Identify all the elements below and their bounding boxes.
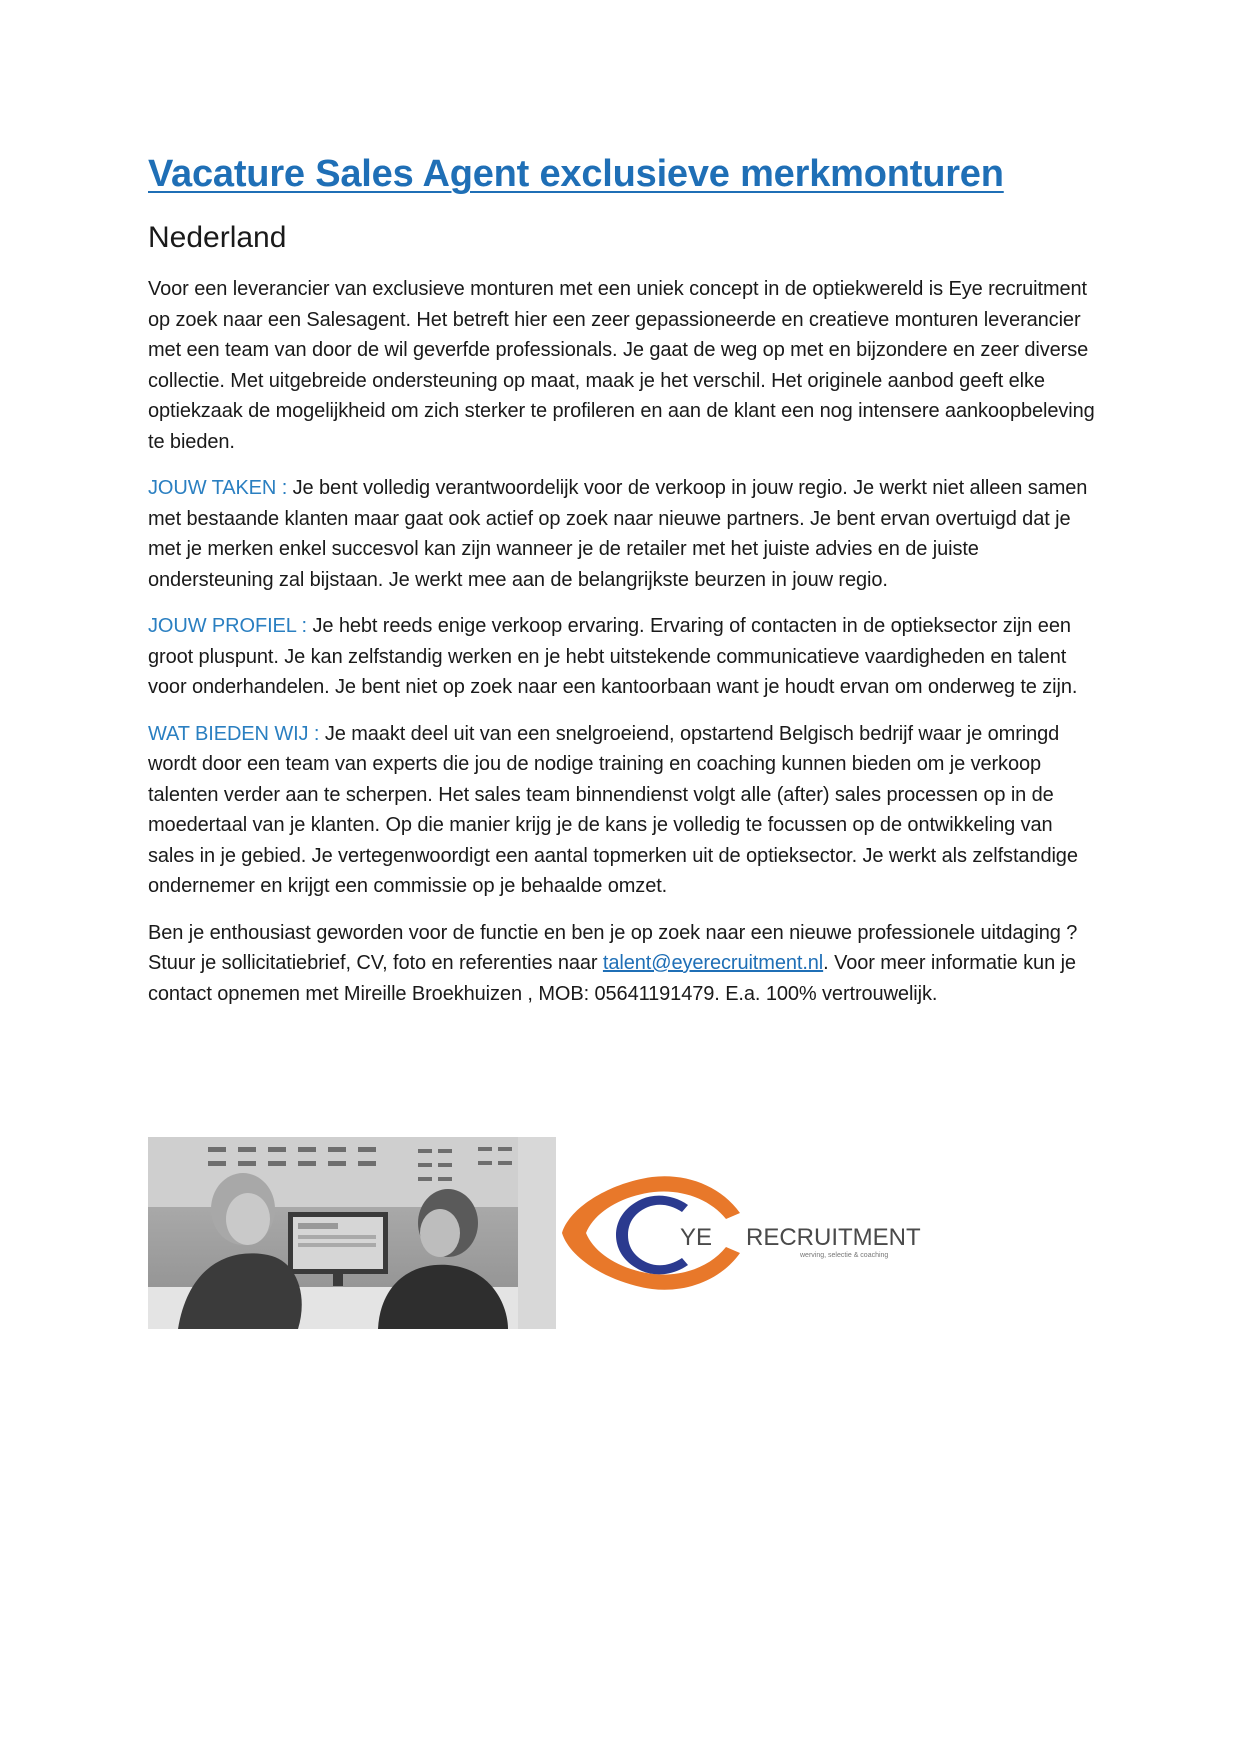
section-tasks-text: Je bent volledig verantwoordelijk voor de verkoop in jouw regio. Je werkt niet alleen samen met bestaande klanten maar gaat ook actief op zoek naar nieuwe partners. Je bent ervan overtuigd dat je met je merken enkel succesvol kan zijn wanneer je de retailer met het juiste advies en de juiste ondersteuning zal bijstaan. Je werkt mee aan de belangrijkste beurzen in jouw regio. <box>148 477 1088 591</box>
section-offer-label: WAT BIEDEN WIJ : <box>148 722 320 745</box>
section-profile <box>148 611 1098 703</box>
section-offer-text: Je maakt deel uit van een snelgroeiend, opstartend Belgisch bedrijf waar je omringd wordt door een team van experts die jou de nodige training en coaching kunnen bieden om je verkoop talenten verder aan te scherpen. Het sales team binnendienst volgt alle (after) sales processen op in de moedertaal van je klanten. Op die manier krijg je de kans je volledig te focussen op de ontwikkeling van sales in je gebied. Je vertegenwoordigt een aantal topmerken uit de optieksector. Je werkt als zelfstandige ondernemer en krijgt een commissie op je behaalde omzet. <box>148 722 1078 897</box>
closing-text-before: Ben je enthousiast geworden voor de functie en ben je op zoek naar een nieuwe professionele uitdaging ? Stuur je sollicitatiebrief, CV, foto en referenties naar <box>148 921 1078 974</box>
section-tasks-label: JOUW TAKEN : <box>148 477 288 499</box>
image-row <box>148 1137 948 1329</box>
location-subtitle: Nederland <box>148 221 287 254</box>
section-profile-text: Je hebt reeds enige verkoop ervaring. Ervaring of contacten in de optieksector zijn een groot pluspunt. Je kan zelfstandig werken en je hebt uitstekende communicatieve vaardigheden en talent voor onderhandelen. Je bent niet op zoek naar een kantoorbaan want je houdt ervan om onderweg te zijn. <box>148 615 1078 698</box>
section-tasks <box>148 473 1098 595</box>
section-profile-label: JOUW PROFIEL : <box>148 615 307 637</box>
logo-recruitment-text: RECRUITMENT <box>746 1224 921 1251</box>
logo-tagline: werving, selectie & coaching <box>800 1252 889 1259</box>
closing-text-after: . Voor meer informatie kun je contact opnemen met Mireille Broekhuizen , MOB: 05641191479. E.a. 100% vertrouwelijk. <box>148 952 1076 1005</box>
eye-recruitment-logo <box>560 1137 940 1329</box>
logo-ye-text: YE <box>680 1224 713 1251</box>
section-offer <box>148 719 1098 902</box>
closing-paragraph <box>148 918 1098 1010</box>
office-photo <box>148 1137 556 1329</box>
email-link[interactable]: talent@eyerecruitment.nl <box>602 952 824 974</box>
document-page <box>148 150 1098 1009</box>
intro-paragraph: Voor een leverancier van exclusieve monturen met een uniek concept in de optiekwereld is Eye recruitment op zoek naar een Salesagent. Het betreft hier een zeer gepassioneerde en creatieve monturen leverancier met een team van door de wil geverfde professionals. Je gaat de weg op met en bijzondere en zeer diverse collectie. Met uitgebreide ondersteuning op maat, maak je het verschil. Het originele aanbod geeft elke optiekzaak de mogelijkheid om zich sterker te profileren en aan de klant een nog intensere aankoopbeleving te bieden. <box>148 278 1095 453</box>
page-title: Vacature Sales Agent exclusieve merkmonturen <box>148 153 1004 195</box>
